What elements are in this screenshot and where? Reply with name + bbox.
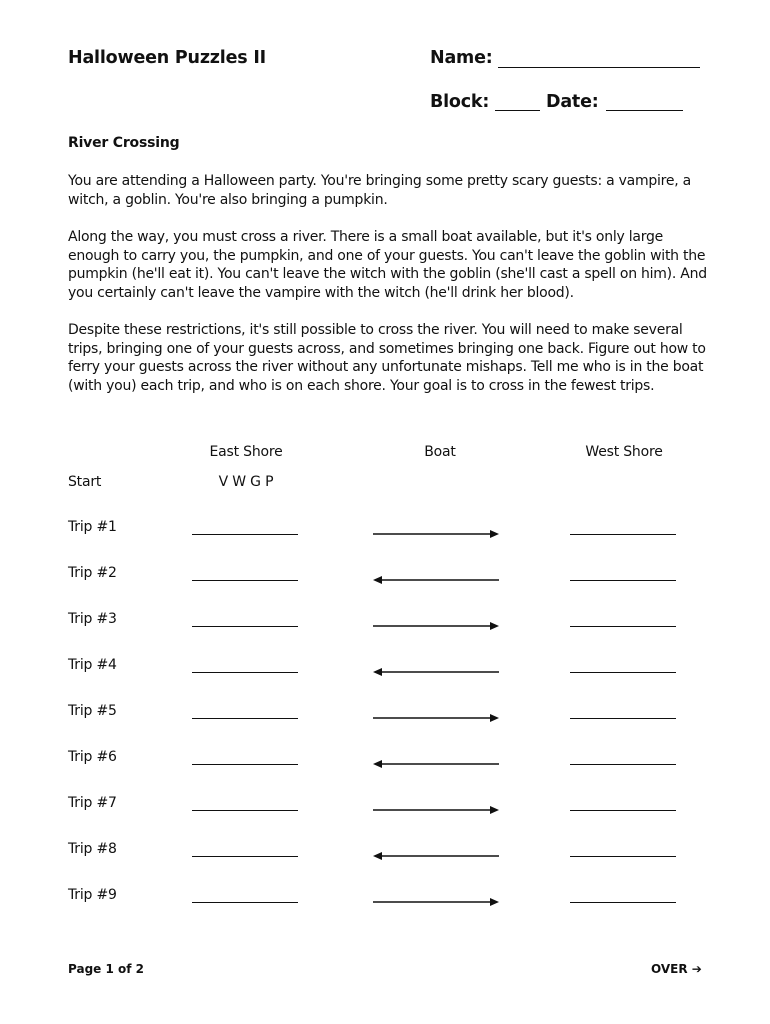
arrow-right-icon — [372, 529, 500, 539]
east-shore-answer-line[interactable] — [192, 718, 298, 719]
date-blank-line[interactable] — [606, 110, 683, 111]
arrow-right-icon — [372, 621, 500, 631]
boat-header: Boat — [424, 444, 456, 460]
arrow-right-icon — [372, 805, 500, 815]
trip-label: Trip #8 — [68, 841, 117, 857]
name-label: Name: — [430, 48, 493, 68]
instructions-paragraph: Despite these restrictions, it's still possible to cross the river. You will need to make several trips, bringing one of your guests across, and sometimes bringing one back. Figure out how to ferry your guests across the river without any unfortunate mishaps. Tell me who is in the boat (with you) each trip, and who is on each shore. Your goal is to cross in the fewest trips. — [68, 322, 706, 394]
west-shore-answer-line[interactable] — [570, 718, 676, 719]
trip-label: Trip #3 — [68, 611, 117, 627]
arrow-right-icon — [372, 897, 500, 907]
west-shore-answer-line[interactable] — [570, 902, 676, 903]
block-blank-line[interactable] — [495, 110, 540, 111]
start-label: Start — [68, 474, 102, 490]
west-shore-answer-line[interactable] — [570, 856, 676, 857]
west-shore-answer-line[interactable] — [570, 580, 676, 581]
east-shore-answer-line[interactable] — [192, 580, 298, 581]
section-title: River Crossing — [68, 135, 180, 151]
arrow-left-icon — [372, 851, 500, 861]
trip-label: Trip #2 — [68, 565, 117, 581]
intro-paragraph: You are attending a Halloween party. You're bringing some pretty scary guests: a vampire, a witch, a goblin. You're also bringing a pumpkin. — [68, 173, 691, 208]
west-shore-answer-line[interactable] — [570, 534, 676, 535]
west-shore-answer-line[interactable] — [570, 810, 676, 811]
arrow-left-icon — [372, 667, 500, 677]
east-shore-answer-line[interactable] — [192, 810, 298, 811]
west-shore-header: West Shore — [585, 444, 663, 460]
west-shore-answer-line[interactable] — [570, 672, 676, 673]
over-indicator: OVER ➔ — [651, 962, 702, 976]
trip-label: Trip #7 — [68, 795, 117, 811]
west-shore-answer-line[interactable] — [570, 764, 676, 765]
block-label: Block: — [430, 92, 490, 112]
start-east-shore: V W G P — [218, 474, 274, 490]
name-blank-line[interactable] — [498, 67, 700, 68]
trip-label: Trip #4 — [68, 657, 117, 673]
arrow-left-icon — [372, 575, 500, 585]
east-shore-header: East Shore — [209, 444, 283, 460]
east-shore-answer-line[interactable] — [192, 534, 298, 535]
east-shore-answer-line[interactable] — [192, 626, 298, 627]
trip-label: Trip #1 — [68, 519, 117, 535]
east-shore-answer-line[interactable] — [192, 672, 298, 673]
date-label: Date: — [546, 92, 599, 112]
trip-label: Trip #6 — [68, 749, 117, 765]
page-number: Page 1 of 2 — [68, 962, 144, 976]
east-shore-answer-line[interactable] — [192, 764, 298, 765]
arrow-right-icon — [372, 713, 500, 723]
trip-label: Trip #5 — [68, 703, 117, 719]
worksheet-title: Halloween Puzzles II — [68, 48, 266, 68]
rules-paragraph: Along the way, you must cross a river. There is a small boat available, but it's only large enough to carry you, the pumpkin, and one of your guests. You can't leave the goblin with the pumpkin (he'll eat it). You can't leave the witch with the goblin (she'll cast a spell on him). And you certainly can't leave the vampire with the witch (he'll drink her blood). — [68, 229, 707, 301]
east-shore-answer-line[interactable] — [192, 902, 298, 903]
arrow-left-icon — [372, 759, 500, 769]
trip-label: Trip #9 — [68, 887, 117, 903]
east-shore-answer-line[interactable] — [192, 856, 298, 857]
west-shore-answer-line[interactable] — [570, 626, 676, 627]
